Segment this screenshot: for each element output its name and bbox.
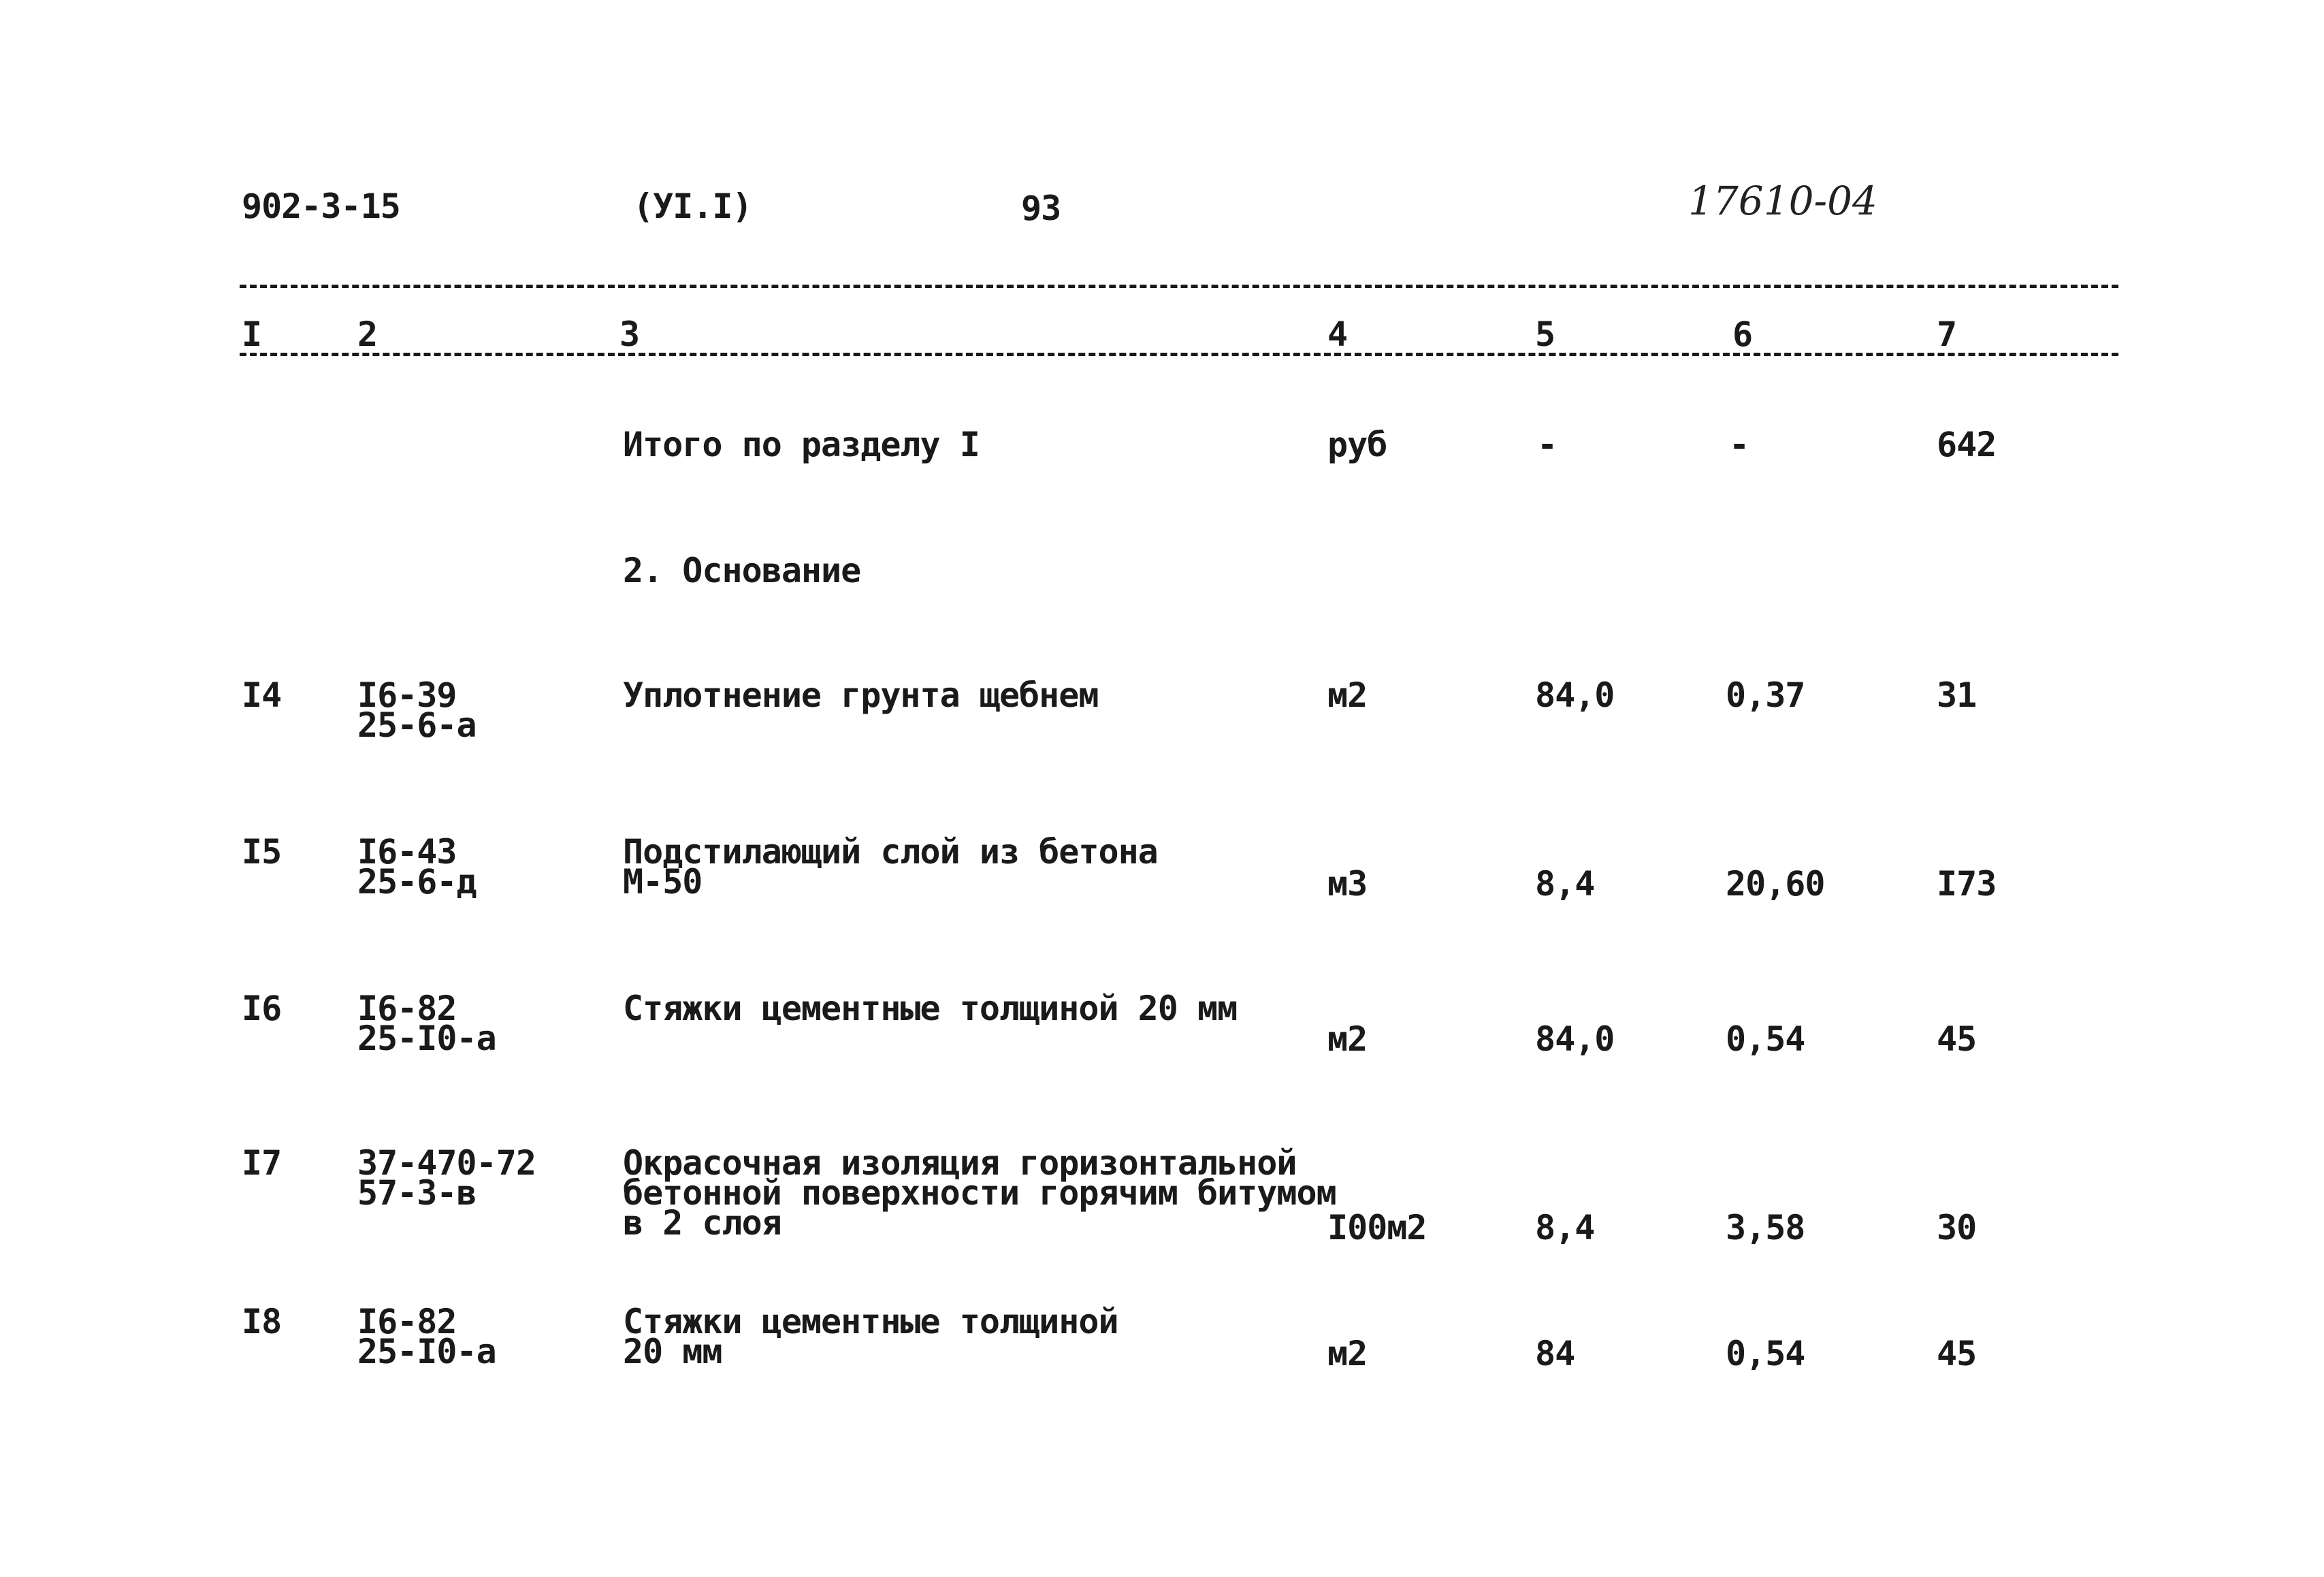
- unit-price: 20,60: [1726, 864, 1825, 904]
- column-number: I: [242, 315, 262, 354]
- subtotal-label: Итого по разделу I: [623, 425, 980, 464]
- subtotal-qty: -: [1537, 425, 1558, 464]
- column-number: 7: [1937, 315, 1957, 354]
- work-name: Окрасочная изоляция горизонтальной: [623, 1143, 1297, 1183]
- work-name: Уплотнение грунта щебнем: [623, 675, 1099, 715]
- unit-price: 0,37: [1726, 675, 1805, 715]
- column-number: 6: [1732, 315, 1753, 354]
- column-number: 3: [619, 315, 640, 354]
- subtotal-cost: 642: [1937, 425, 1997, 464]
- unit: м2: [1327, 1334, 1368, 1373]
- norm-code: 37-470-72: [357, 1143, 536, 1183]
- unit: I00м2: [1327, 1208, 1427, 1247]
- price-code: 57-3-в: [357, 1173, 477, 1213]
- unit-price: 3,58: [1726, 1208, 1805, 1247]
- work-name: Стяжки цементные толщиной 20 мм: [623, 989, 1238, 1028]
- unit-price: 0,54: [1726, 1019, 1805, 1059]
- row-number: I4: [242, 675, 282, 715]
- quantity: 84: [1535, 1334, 1575, 1373]
- norm-code: I6-82: [357, 989, 457, 1028]
- quantity: 84,0: [1535, 1019, 1615, 1059]
- total-cost: 30: [1937, 1208, 1977, 1247]
- norm-code: I6-39: [357, 675, 457, 715]
- page-number: 93: [1021, 189, 1061, 228]
- work-name-cont: бетонной поверхности горячим битумом: [623, 1173, 1336, 1213]
- doc-code: 902-3-15: [242, 187, 400, 226]
- unit: м2: [1327, 675, 1368, 715]
- quantity: 84,0: [1535, 675, 1615, 715]
- norm-code: I6-43: [357, 832, 457, 872]
- price-code: 25-I0-а: [357, 1332, 496, 1371]
- unit: м2: [1327, 1019, 1368, 1059]
- unit-price: 0,54: [1726, 1334, 1805, 1373]
- total-cost: 45: [1937, 1019, 1977, 1059]
- header-rule-top: [240, 285, 2118, 288]
- total-cost: 31: [1937, 675, 1977, 715]
- column-number: 5: [1535, 315, 1555, 354]
- price-code: 25-6-д: [357, 862, 477, 902]
- section-title: 2. Основание: [623, 551, 861, 590]
- row-number: I7: [242, 1143, 282, 1183]
- work-name-cont: в 2 слоя: [623, 1203, 781, 1243]
- quantity: 8,4: [1535, 864, 1595, 904]
- row-number: I5: [242, 832, 282, 872]
- subtotal-unit: руб: [1327, 425, 1387, 464]
- norm-code: I6-82: [357, 1302, 457, 1341]
- work-name: Стяжки цементные толщиной: [623, 1302, 1118, 1341]
- inventory-number: 17610-04: [1688, 178, 1877, 224]
- work-name: Подстилающий слой из бетона: [623, 832, 1158, 872]
- work-name-cont: 20 мм: [623, 1332, 722, 1371]
- total-cost: I73: [1937, 864, 1997, 904]
- price-code: 25-I0-а: [357, 1019, 496, 1058]
- subtotal-price: -: [1729, 425, 1749, 464]
- quantity: 8,4: [1535, 1208, 1595, 1247]
- section-code: (УI.I): [633, 187, 752, 226]
- column-number: 2: [357, 315, 378, 354]
- total-cost: 45: [1937, 1334, 1977, 1373]
- row-number: I6: [242, 989, 282, 1028]
- row-number: I8: [242, 1302, 282, 1341]
- column-number: 4: [1327, 315, 1348, 354]
- header-rule-bottom: [240, 353, 2118, 356]
- price-code: 25-6-а: [357, 705, 477, 745]
- unit: м3: [1327, 864, 1368, 904]
- work-name-cont: М-50: [623, 862, 703, 902]
